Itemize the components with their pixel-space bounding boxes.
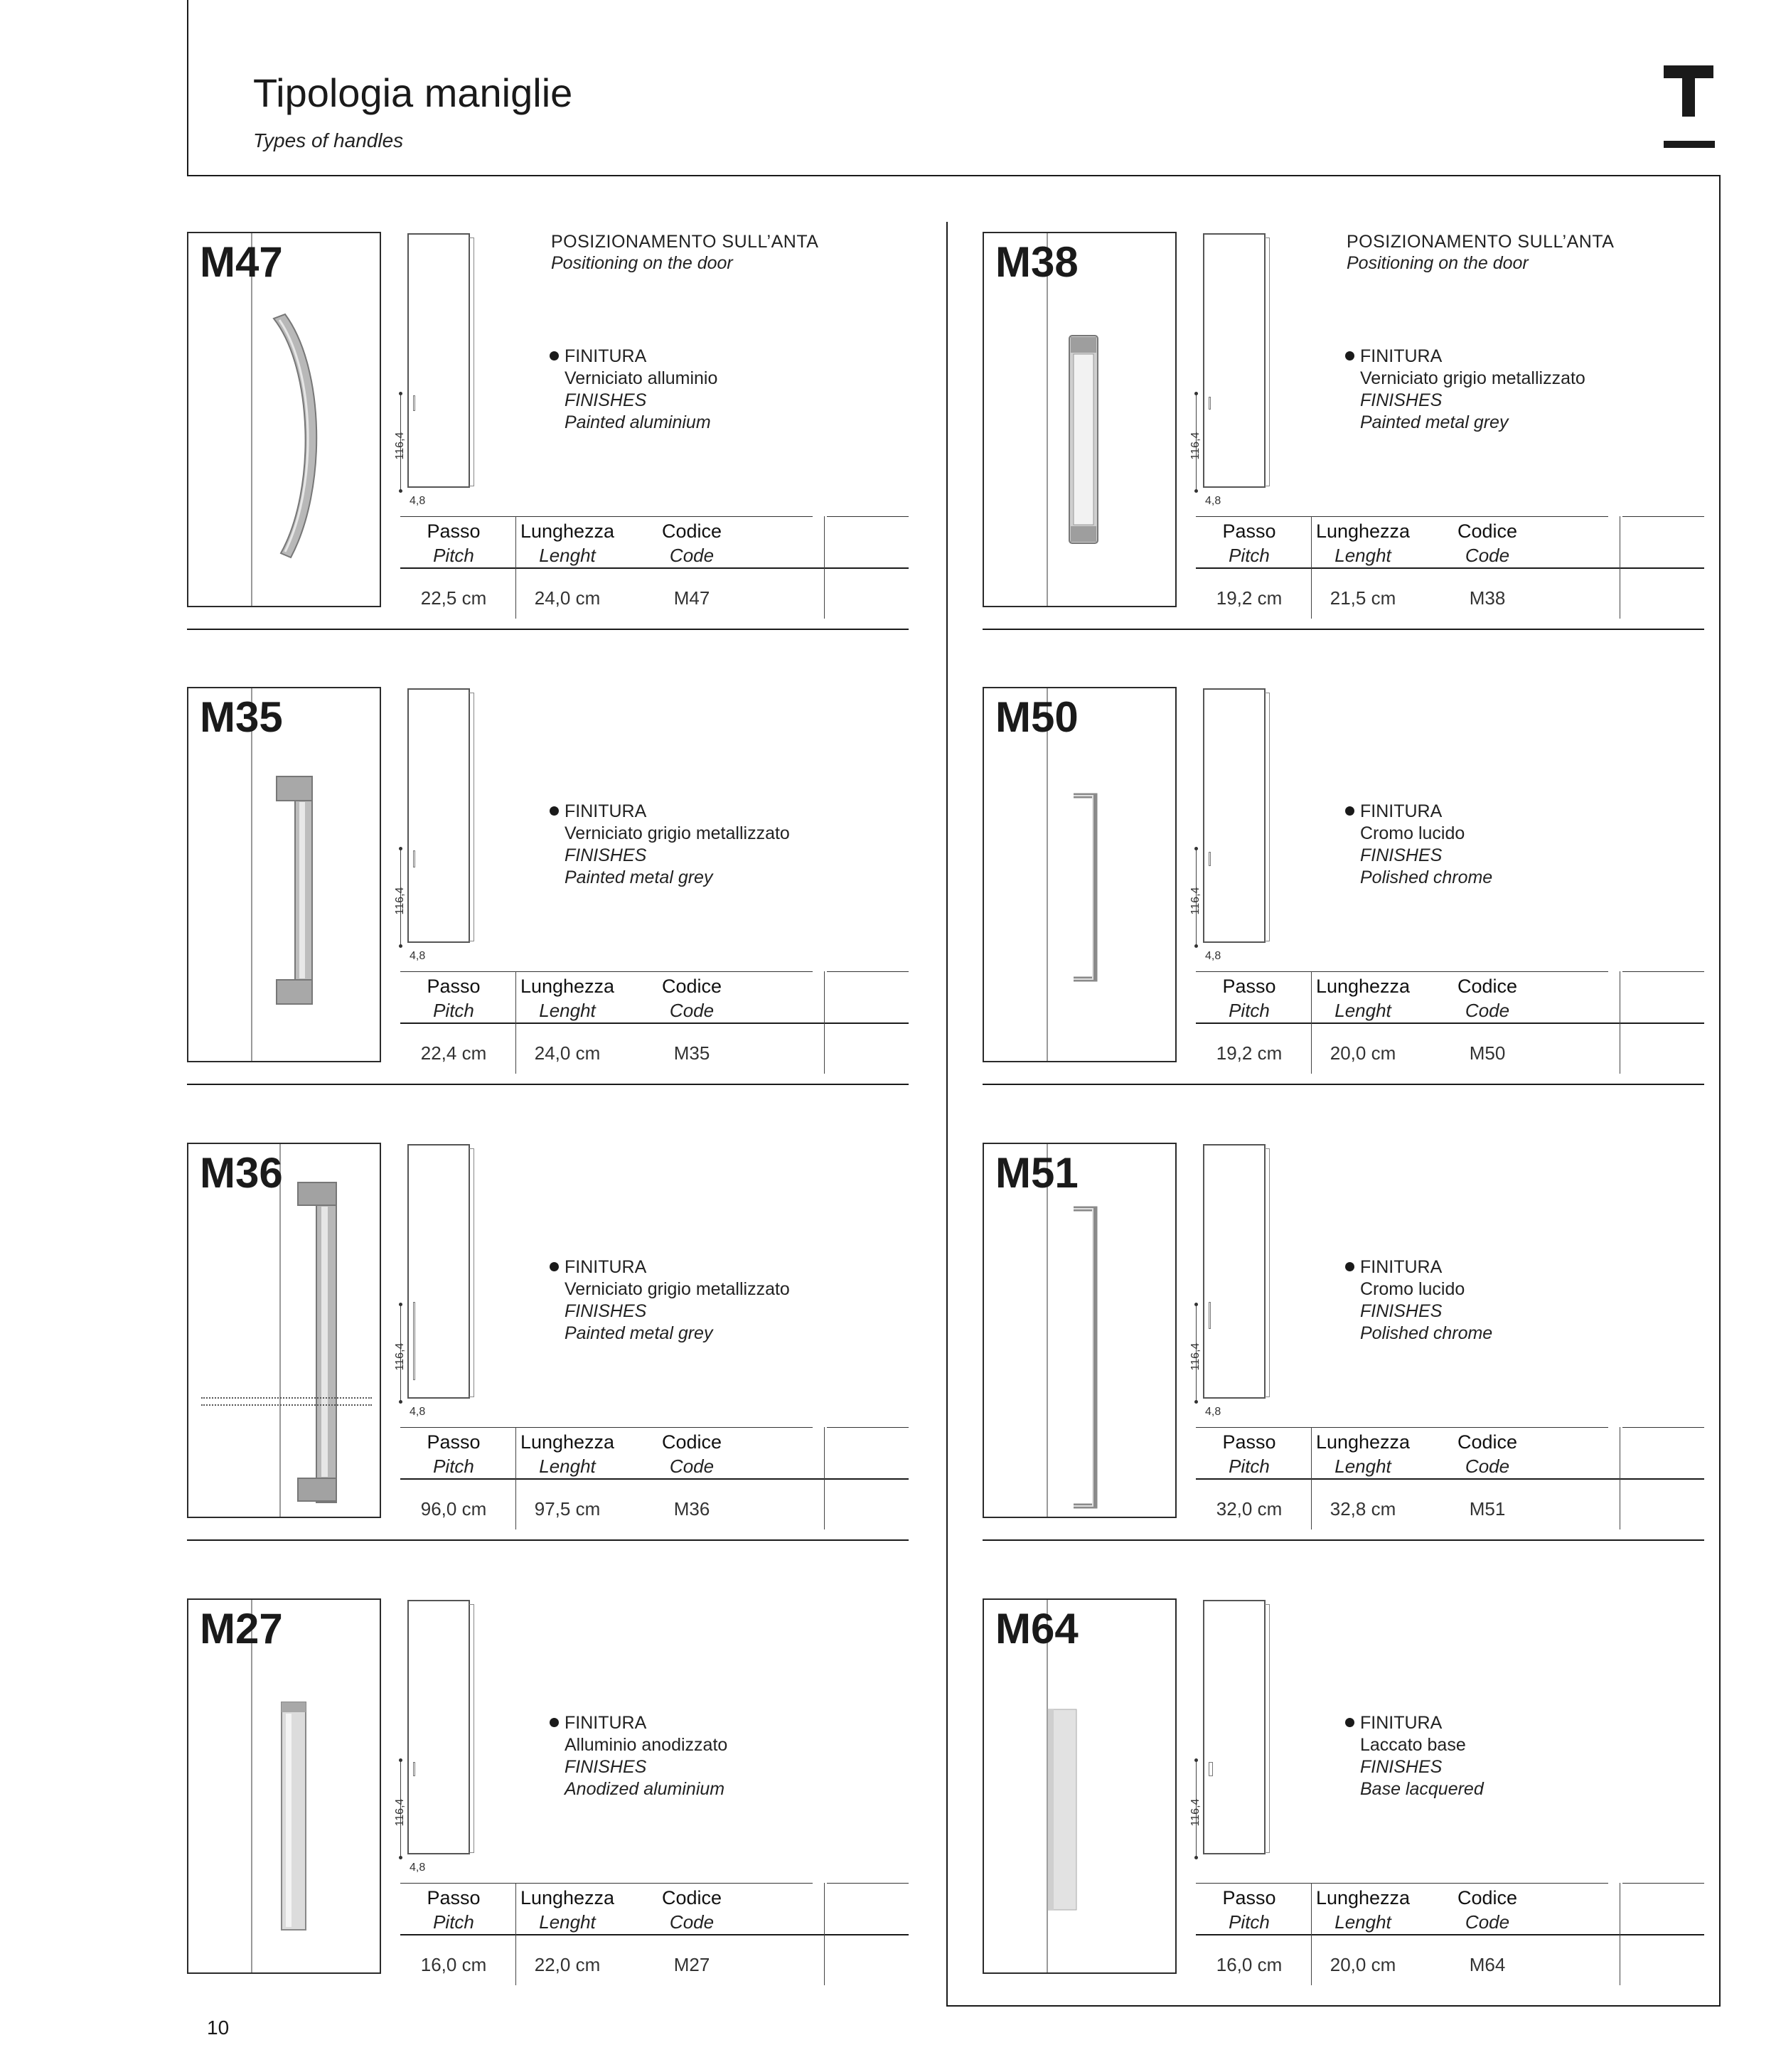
door-drawing	[1203, 233, 1266, 488]
model-code: M38	[995, 238, 1079, 286]
length-header-en: Lenght	[539, 1911, 596, 1933]
length-value: 97,5 cm	[534, 1498, 601, 1520]
pitch-value: 22,5 cm	[420, 587, 487, 609]
length-value: 20,0 cm	[1330, 1042, 1396, 1064]
door-drawing	[407, 1600, 470, 1854]
finish-label-en: FINISHES	[1360, 1301, 1443, 1321]
length-header: Lunghezza	[1315, 1431, 1411, 1453]
page-center-divider	[946, 222, 948, 2007]
pitch-value: 16,0 cm	[420, 1954, 487, 1975]
pitch-value: 96,0 cm	[420, 1498, 487, 1520]
code-value: M36	[673, 1498, 710, 1520]
door-drawing	[1203, 1144, 1266, 1399]
code-header: Codice	[1457, 1887, 1518, 1908]
finish-label: FINITURA	[1360, 1713, 1443, 1733]
bullet-icon	[1345, 806, 1354, 816]
door-drawing	[1203, 688, 1266, 943]
length-header-en: Lenght	[539, 1456, 596, 1477]
length-header: Lunghezza	[1315, 976, 1411, 997]
code-header: Codice	[661, 1887, 722, 1908]
spec-table	[400, 971, 909, 1085]
length-value: 24,0 cm	[534, 587, 601, 609]
finish-value-en: Polished chrome	[1360, 1323, 1493, 1343]
pitch-value: 19,2 cm	[1216, 587, 1283, 609]
model-code: M50	[995, 693, 1079, 741]
dimension-height: 116,4	[394, 1798, 406, 1827]
dimension-height: 116,4	[394, 432, 406, 460]
model-code: M47	[200, 238, 283, 286]
code-value: M64	[1469, 1954, 1506, 1975]
finish-block	[1345, 1256, 1492, 1345]
product-photo	[983, 1143, 1177, 1518]
model-code: M51	[995, 1149, 1079, 1197]
spec-table	[1196, 971, 1704, 1085]
length-header-en: Lenght	[1334, 545, 1391, 566]
length-header: Lunghezza	[520, 520, 615, 542]
product-card-m64	[983, 1598, 1704, 1997]
product-card-m50	[983, 687, 1704, 1085]
product-photo	[187, 232, 381, 607]
finish-label-en: FINISHES	[1360, 845, 1443, 865]
product-photo	[187, 1143, 381, 1518]
bullet-icon	[550, 1262, 559, 1271]
finish-label: FINITURA	[1360, 801, 1443, 821]
page-title: Tipologia maniglie	[253, 70, 573, 115]
length-value: 22,0 cm	[534, 1954, 601, 1975]
length-header: Lunghezza	[1315, 520, 1411, 542]
length-header-en: Lenght	[1334, 1456, 1391, 1477]
spec-table	[1196, 1883, 1704, 1997]
dimension-depth: 4,8	[1205, 950, 1221, 962]
length-value: 24,0 cm	[534, 1042, 601, 1064]
pitch-header-en: Pitch	[433, 1456, 474, 1477]
finish-label: FINITURA	[565, 1257, 647, 1277]
spec-table	[1196, 1427, 1704, 1541]
page-frame-right-line	[1719, 175, 1721, 2007]
code-header-en: Code	[1465, 1911, 1510, 1933]
length-header: Lunghezza	[520, 1887, 615, 1908]
finish-value-it: Verniciato grigio metallizzato	[565, 823, 790, 843]
pitch-header: Passo	[427, 1887, 481, 1908]
pitch-header-en: Pitch	[433, 1911, 474, 1933]
finish-value-en: Painted metal grey	[1360, 412, 1509, 432]
finish-value-en: Painted aluminium	[565, 412, 711, 432]
finish-block	[550, 1712, 727, 1800]
product-card-m35	[187, 687, 909, 1085]
dimension-depth: 4,8	[410, 950, 426, 962]
dimension-height: 116,4	[394, 887, 406, 915]
spec-table	[400, 1427, 909, 1541]
pitch-header-en: Pitch	[433, 1000, 474, 1021]
pitch-header: Passo	[1222, 1431, 1276, 1453]
bullet-icon	[550, 806, 559, 816]
handle-image	[277, 1699, 313, 1934]
section-t-logo	[1664, 65, 1721, 151]
handle-image	[1047, 1707, 1082, 1913]
code-value: M38	[1469, 587, 1506, 609]
dimension-height: 116,4	[1189, 432, 1202, 460]
product-photo	[983, 232, 1177, 607]
finish-value-it: Verniciato alluminio	[565, 368, 718, 388]
finish-value-en: Anodized aluminium	[565, 1779, 725, 1799]
finish-value-it: Verniciato grigio metallizzato	[565, 1279, 790, 1299]
length-value: 32,8 cm	[1330, 1498, 1396, 1520]
finish-label: FINITURA	[565, 1713, 647, 1733]
finish-value-it: Alluminio anodizzato	[565, 1735, 728, 1755]
finish-value-it: Cromo lucido	[1360, 1279, 1465, 1299]
code-value: M27	[673, 1954, 710, 1975]
dimension-height: 116,4	[394, 1342, 406, 1371]
model-code: M36	[200, 1149, 283, 1197]
finish-label-en: FINISHES	[565, 845, 647, 865]
pitch-value: 19,2 cm	[1216, 1042, 1283, 1064]
page-frame-top-line	[187, 175, 1721, 176]
door-drawing	[407, 233, 470, 488]
finish-label-en: FINISHES	[1360, 390, 1443, 410]
code-value: M47	[673, 587, 710, 609]
code-header-en: Code	[1465, 1000, 1510, 1021]
finish-label: FINITURA	[1360, 346, 1443, 366]
page-subtitle: Types of handles	[253, 129, 404, 151]
length-header-en: Lenght	[1334, 1000, 1391, 1021]
finish-value-it: Cromo lucido	[1360, 823, 1465, 843]
pitch-header: Passo	[427, 1431, 481, 1453]
length-value: 20,0 cm	[1330, 1954, 1396, 1975]
bullet-icon	[1345, 1262, 1354, 1271]
bullet-icon	[550, 351, 559, 361]
code-header: Codice	[1457, 976, 1518, 997]
dimension-depth: 4,8	[1205, 1406, 1221, 1418]
pitch-header-en: Pitch	[1229, 1000, 1270, 1021]
code-header-en: Code	[669, 1911, 715, 1933]
code-header-en: Code	[1465, 545, 1510, 566]
page-frame-bottom-line	[947, 2005, 1721, 2007]
spec-table	[400, 516, 909, 630]
finish-block	[1345, 801, 1492, 889]
code-header-en: Code	[669, 1000, 715, 1021]
handle-image	[1062, 333, 1105, 546]
spec-table	[400, 1883, 909, 1997]
bullet-icon	[550, 1718, 559, 1727]
finish-label-en: FINISHES	[565, 390, 647, 410]
length-header-en: Lenght	[1334, 1911, 1391, 1933]
handle-image	[1069, 1205, 1105, 1510]
code-header: Codice	[661, 976, 722, 997]
finish-value-it: Laccato base	[1360, 1735, 1466, 1755]
dimension-depth: 4,8	[1205, 495, 1221, 507]
handle-image	[1069, 791, 1105, 983]
length-header: Lunghezza	[520, 1431, 615, 1453]
code-value: M35	[673, 1042, 710, 1064]
product-card-m36	[187, 1143, 909, 1541]
finish-value-en: Painted metal grey	[565, 1323, 713, 1343]
finish-label: FINITURA	[565, 346, 647, 366]
finish-block	[550, 1256, 790, 1345]
length-value: 21,5 cm	[1330, 587, 1396, 609]
product-photo	[187, 1598, 381, 1974]
pitch-header: Passo	[427, 520, 481, 542]
positioning-subtitle: Positioning on the door	[1347, 253, 1529, 273]
pitch-header-en: Pitch	[1229, 1911, 1270, 1933]
model-code: M35	[200, 693, 283, 741]
pitch-header: Passo	[427, 976, 481, 997]
pitch-header: Passo	[1222, 976, 1276, 997]
code-header-en: Code	[669, 1456, 715, 1477]
code-header: Codice	[1457, 520, 1518, 542]
pitch-header-en: Pitch	[1229, 545, 1270, 566]
finish-value-en: Base lacquered	[1360, 1779, 1484, 1799]
handle-image	[260, 311, 323, 567]
finish-value-it: Verniciato grigio metallizzato	[1360, 368, 1585, 388]
door-drawing	[1203, 1600, 1266, 1854]
handle-image	[274, 774, 323, 1008]
bullet-icon	[1345, 351, 1354, 361]
page-frame-left-line	[187, 0, 188, 176]
finish-label-en: FINISHES	[1360, 1757, 1443, 1777]
pitch-value: 32,0 cm	[1216, 1498, 1283, 1520]
bullet-icon	[1345, 1718, 1354, 1727]
product-photo	[187, 687, 381, 1062]
code-header-en: Code	[1465, 1456, 1510, 1477]
length-header: Lunghezza	[520, 976, 615, 997]
pitch-header: Passo	[1222, 520, 1276, 542]
dimension-depth: 4,8	[410, 1862, 426, 1874]
code-header: Codice	[661, 520, 722, 542]
dimension-depth: 4,8	[410, 495, 426, 507]
dimension-height: 116,4	[1189, 887, 1202, 915]
finish-value-en: Painted metal grey	[565, 867, 713, 887]
dimension-height: 116,4	[1189, 1342, 1202, 1371]
handle-image	[295, 1180, 345, 1507]
positioning-title: POSIZIONAMENTO SULL’ANTA	[1347, 232, 1615, 252]
product-photo	[983, 687, 1177, 1062]
finish-label-en: FINISHES	[565, 1301, 647, 1321]
code-header: Codice	[1457, 1431, 1518, 1453]
product-card-m51	[983, 1143, 1704, 1541]
model-code: M27	[200, 1605, 283, 1652]
finish-label-en: FINISHES	[565, 1757, 647, 1777]
dimension-depth: 4,8	[410, 1406, 426, 1418]
pitch-header-en: Pitch	[1229, 1456, 1270, 1477]
product-card-m27	[187, 1598, 909, 1997]
code-value: M51	[1469, 1498, 1506, 1520]
code-header-en: Code	[669, 545, 715, 566]
finish-block	[1345, 346, 1585, 434]
finish-block	[550, 801, 790, 889]
dimension-height: 116,4	[1189, 1798, 1202, 1827]
door-drawing	[407, 688, 470, 943]
spec-table	[1196, 516, 1704, 630]
finish-block	[1345, 1712, 1484, 1800]
finish-block	[550, 346, 717, 434]
length-header-en: Lenght	[539, 545, 596, 566]
pitch-header-en: Pitch	[433, 545, 474, 566]
positioning-title: POSIZIONAMENTO SULL’ANTA	[551, 232, 819, 252]
length-header-en: Lenght	[539, 1000, 596, 1021]
code-value: M50	[1469, 1042, 1506, 1064]
pitch-value: 16,0 cm	[1216, 1954, 1283, 1975]
positioning-subtitle: Positioning on the door	[551, 253, 733, 273]
finish-label: FINITURA	[1360, 1257, 1443, 1277]
code-header: Codice	[661, 1431, 722, 1453]
door-drawing	[407, 1144, 470, 1399]
length-header: Lunghezza	[1315, 1887, 1411, 1908]
pitch-header: Passo	[1222, 1887, 1276, 1908]
pitch-value: 22,4 cm	[420, 1042, 487, 1064]
product-card-m38	[983, 232, 1704, 630]
model-code: M64	[995, 1605, 1079, 1652]
page-number: 10	[207, 2017, 230, 2039]
product-photo	[983, 1598, 1177, 1974]
finish-value-en: Polished chrome	[1360, 867, 1493, 887]
product-card-m47	[187, 232, 909, 630]
finish-label: FINITURA	[565, 801, 647, 821]
